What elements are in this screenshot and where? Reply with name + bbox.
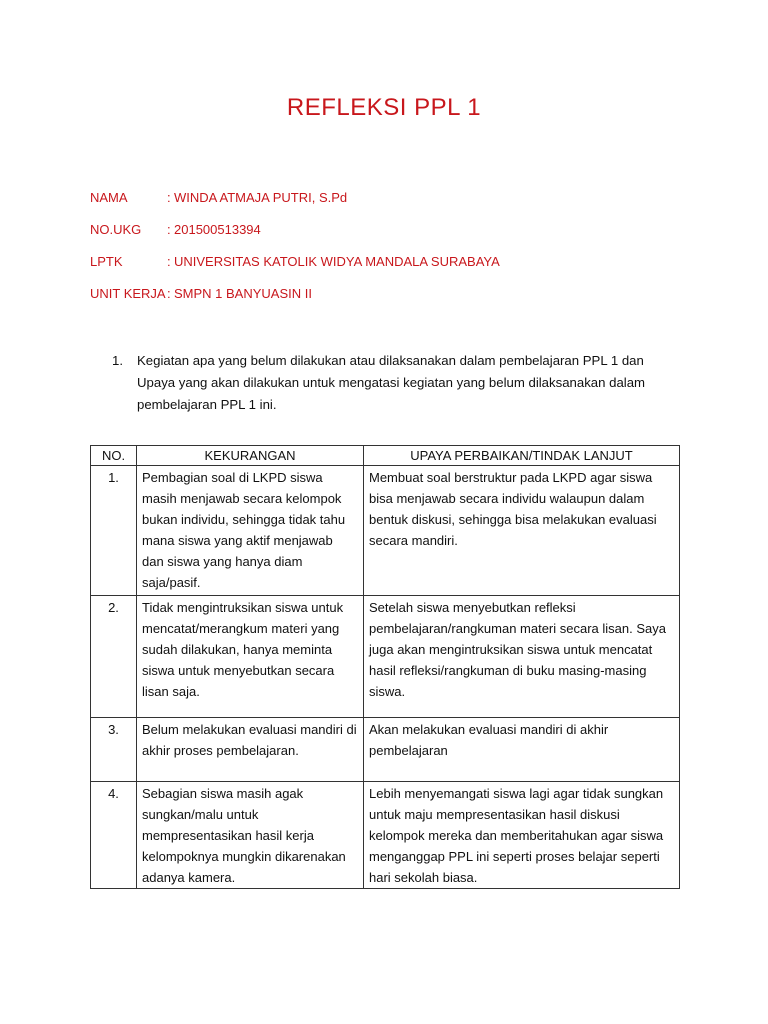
identity-row-nama bbox=[90, 190, 500, 222]
cell-kekurangan: Belum melakukan evaluasi mandiri di akhir proses pembelajaran. bbox=[137, 718, 364, 782]
identity-row-lptk bbox=[90, 254, 500, 286]
table-row bbox=[91, 596, 680, 718]
question-text: Kegiatan apa yang belum dilakukan atau dilaksanakan dalam pembelajaran PPL 1 dan Upaya yang akan dilakukan untuk mengatasi kegiatan yang belum dilaksanakan dalam pembelajaran PPL 1 ini. bbox=[137, 353, 646, 412]
table-row bbox=[91, 466, 680, 596]
cell-no: 1. bbox=[91, 466, 137, 596]
cell-kekurangan: Tidak mengintruksikan siswa untuk mencatat/merangkum materi yang sudah dilakukan, hanya meminta siswa untuk menyebutkan secara lisan saja. bbox=[137, 596, 364, 718]
identity-label: UNIT KERJA bbox=[90, 286, 166, 301]
identity-label: LPTK bbox=[90, 254, 123, 269]
identity-value: SMPN 1 BANYUASIN II bbox=[174, 286, 312, 301]
identity-separator: : bbox=[167, 222, 171, 237]
identity-row-no-ukg bbox=[90, 222, 500, 254]
question-item bbox=[112, 350, 672, 416]
table-header-row bbox=[91, 446, 680, 466]
cell-no: 4. bbox=[91, 782, 137, 889]
identity-block bbox=[90, 190, 500, 318]
cell-upaya: Akan melakukan evaluasi mandiri di akhir pembelajaran bbox=[364, 718, 680, 782]
identity-value: 201500513394 bbox=[174, 222, 261, 237]
column-header-no: NO. bbox=[91, 446, 137, 466]
identity-separator: : bbox=[167, 254, 171, 269]
reflection-table bbox=[90, 445, 680, 889]
table-row bbox=[91, 782, 680, 889]
column-header-kekurangan: KEKURANGAN bbox=[137, 446, 364, 466]
identity-value: UNIVERSITAS KATOLIK WIDYA MANDALA SURABAYA bbox=[174, 254, 500, 269]
identity-row-unit-kerja bbox=[90, 286, 500, 318]
page-title: REFLEKSI PPL 1 bbox=[286, 94, 482, 121]
cell-upaya: Setelah siswa menyebutkan refleksi pembelajaran/rangkuman materi secara lisan. Saya juga akan mengintruksikan siswa untuk mencatat hasil refleksi/rangkuman di buku masing-masing siswa. bbox=[364, 596, 680, 718]
question-number: 1. bbox=[112, 353, 123, 368]
identity-label: NO.UKG bbox=[90, 222, 142, 237]
identity-value: WINDA ATMAJA PUTRI, S.Pd bbox=[174, 190, 348, 205]
cell-upaya: Lebih menyemangati siswa lagi agar tidak sungkan untuk maju mempresentasikan hasil diskusi kelompok mereka dan memberitahukan agar siswa menganggap PPL ini seperti proses belajar seperti hari sekolah biasa. bbox=[364, 782, 680, 889]
identity-label: NAMA bbox=[90, 190, 128, 205]
cell-no: 3. bbox=[91, 718, 137, 782]
column-header-upaya: UPAYA PERBAIKAN/TINDAK LANJUT bbox=[364, 446, 680, 466]
table-row bbox=[91, 718, 680, 782]
identity-separator: : bbox=[167, 286, 171, 301]
identity-separator: : bbox=[167, 190, 171, 205]
cell-no: 2. bbox=[91, 596, 137, 718]
cell-upaya: Membuat soal berstruktur pada LKPD agar siswa bisa menjawab secara individu walaupun dalam bentuk diskusi, sehingga bisa melakukan evaluasi secara mandiri. bbox=[364, 466, 680, 596]
cell-kekurangan: Sebagian siswa masih agak sungkan/malu untuk mempresentasikan hasil kerja kelompoknya mungkin dikarenakan adanya kamera. bbox=[137, 782, 364, 889]
cell-kekurangan: Pembagian soal di LKPD siswa masih menjawab secara kelompok bukan individu, sehingga tidak tahu mana siswa yang aktif menjawab dan siswa yang hanya diam saja/pasif. bbox=[137, 466, 364, 596]
